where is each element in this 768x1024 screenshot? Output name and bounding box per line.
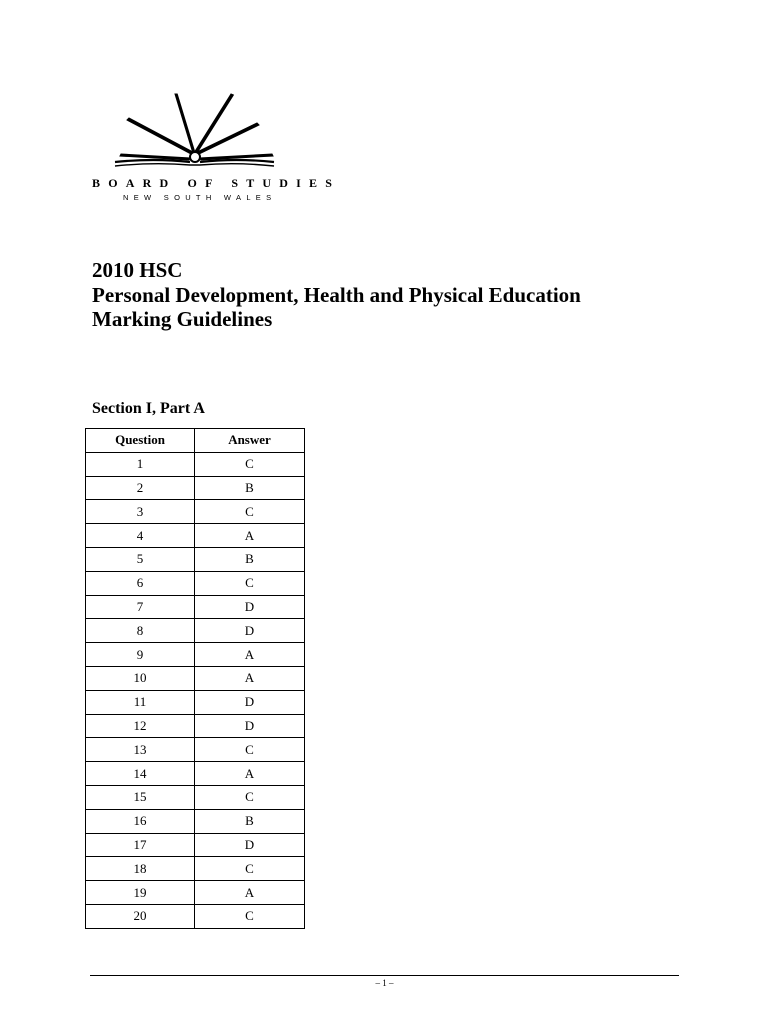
answer-letter: C bbox=[195, 857, 305, 881]
table-row bbox=[86, 547, 305, 571]
sunburst-book-icon bbox=[114, 92, 294, 172]
question-number: 4 bbox=[86, 524, 195, 548]
answer-letter: A bbox=[195, 762, 305, 786]
document-title bbox=[92, 258, 581, 332]
question-number: 14 bbox=[86, 762, 195, 786]
question-number: 17 bbox=[86, 833, 195, 857]
footer-divider bbox=[90, 975, 679, 976]
table-row bbox=[86, 595, 305, 619]
table-row bbox=[86, 666, 305, 690]
question-number: 16 bbox=[86, 809, 195, 833]
answer-letter: D bbox=[195, 714, 305, 738]
table-row bbox=[86, 857, 305, 881]
question-number: 10 bbox=[86, 666, 195, 690]
answer-letter: B bbox=[195, 809, 305, 833]
title-subject: Personal Development, Health and Physical Education bbox=[92, 282, 581, 307]
table-row bbox=[86, 452, 305, 476]
answer-letter: D bbox=[195, 833, 305, 857]
answer-letter: C bbox=[195, 738, 305, 762]
table-row bbox=[86, 500, 305, 524]
table-row bbox=[86, 690, 305, 714]
table-header-row bbox=[86, 429, 305, 453]
answer-letter: D bbox=[195, 619, 305, 643]
table-row bbox=[86, 643, 305, 667]
question-number: 3 bbox=[86, 500, 195, 524]
answer-letter: C bbox=[195, 571, 305, 595]
question-number: 5 bbox=[86, 547, 195, 571]
question-number: 20 bbox=[86, 904, 195, 928]
table-row bbox=[86, 904, 305, 928]
table-row bbox=[86, 881, 305, 905]
question-number: 6 bbox=[86, 571, 195, 595]
table-row bbox=[86, 476, 305, 500]
table-row bbox=[86, 762, 305, 786]
question-number: 11 bbox=[86, 690, 195, 714]
question-number: 15 bbox=[86, 785, 195, 809]
table-row bbox=[86, 785, 305, 809]
answer-letter: C bbox=[195, 904, 305, 928]
title-document-type: Marking Guidelines bbox=[92, 307, 273, 331]
answer-letter: B bbox=[195, 476, 305, 500]
table-row bbox=[86, 571, 305, 595]
answer-letter: A bbox=[195, 666, 305, 690]
table-row bbox=[86, 809, 305, 833]
question-number: 9 bbox=[86, 643, 195, 667]
board-of-studies-logo bbox=[92, 92, 341, 204]
answer-letter: C bbox=[195, 785, 305, 809]
table-row bbox=[86, 833, 305, 857]
question-number: 8 bbox=[86, 619, 195, 643]
question-number: 2 bbox=[86, 476, 195, 500]
answer-letter: B bbox=[195, 547, 305, 571]
answer-letter: D bbox=[195, 690, 305, 714]
column-header-question: Question bbox=[86, 429, 195, 453]
table-row bbox=[86, 738, 305, 762]
page-number: – 1 – bbox=[375, 978, 394, 988]
question-number: 13 bbox=[86, 738, 195, 762]
question-number: 19 bbox=[86, 881, 195, 905]
answer-letter: C bbox=[195, 452, 305, 476]
question-number: 18 bbox=[86, 857, 195, 881]
organisation-region: NEW SOUTH WALES bbox=[123, 193, 277, 202]
question-number: 7 bbox=[86, 595, 195, 619]
table-row bbox=[86, 714, 305, 738]
answer-letter: D bbox=[195, 595, 305, 619]
table-row bbox=[86, 619, 305, 643]
answer-letter: A bbox=[195, 524, 305, 548]
question-number: 1 bbox=[86, 452, 195, 476]
section-heading: Section I, Part A bbox=[92, 400, 205, 417]
title-year: 2010 HSC bbox=[92, 258, 183, 282]
answer-letter: A bbox=[195, 881, 305, 905]
answer-table bbox=[85, 428, 305, 929]
answer-letter: C bbox=[195, 500, 305, 524]
column-header-answer: Answer bbox=[195, 429, 305, 453]
table-row bbox=[86, 524, 305, 548]
organisation-name: BOARD OF STUDIES bbox=[92, 176, 341, 190]
answer-letter: A bbox=[195, 643, 305, 667]
question-number: 12 bbox=[86, 714, 195, 738]
